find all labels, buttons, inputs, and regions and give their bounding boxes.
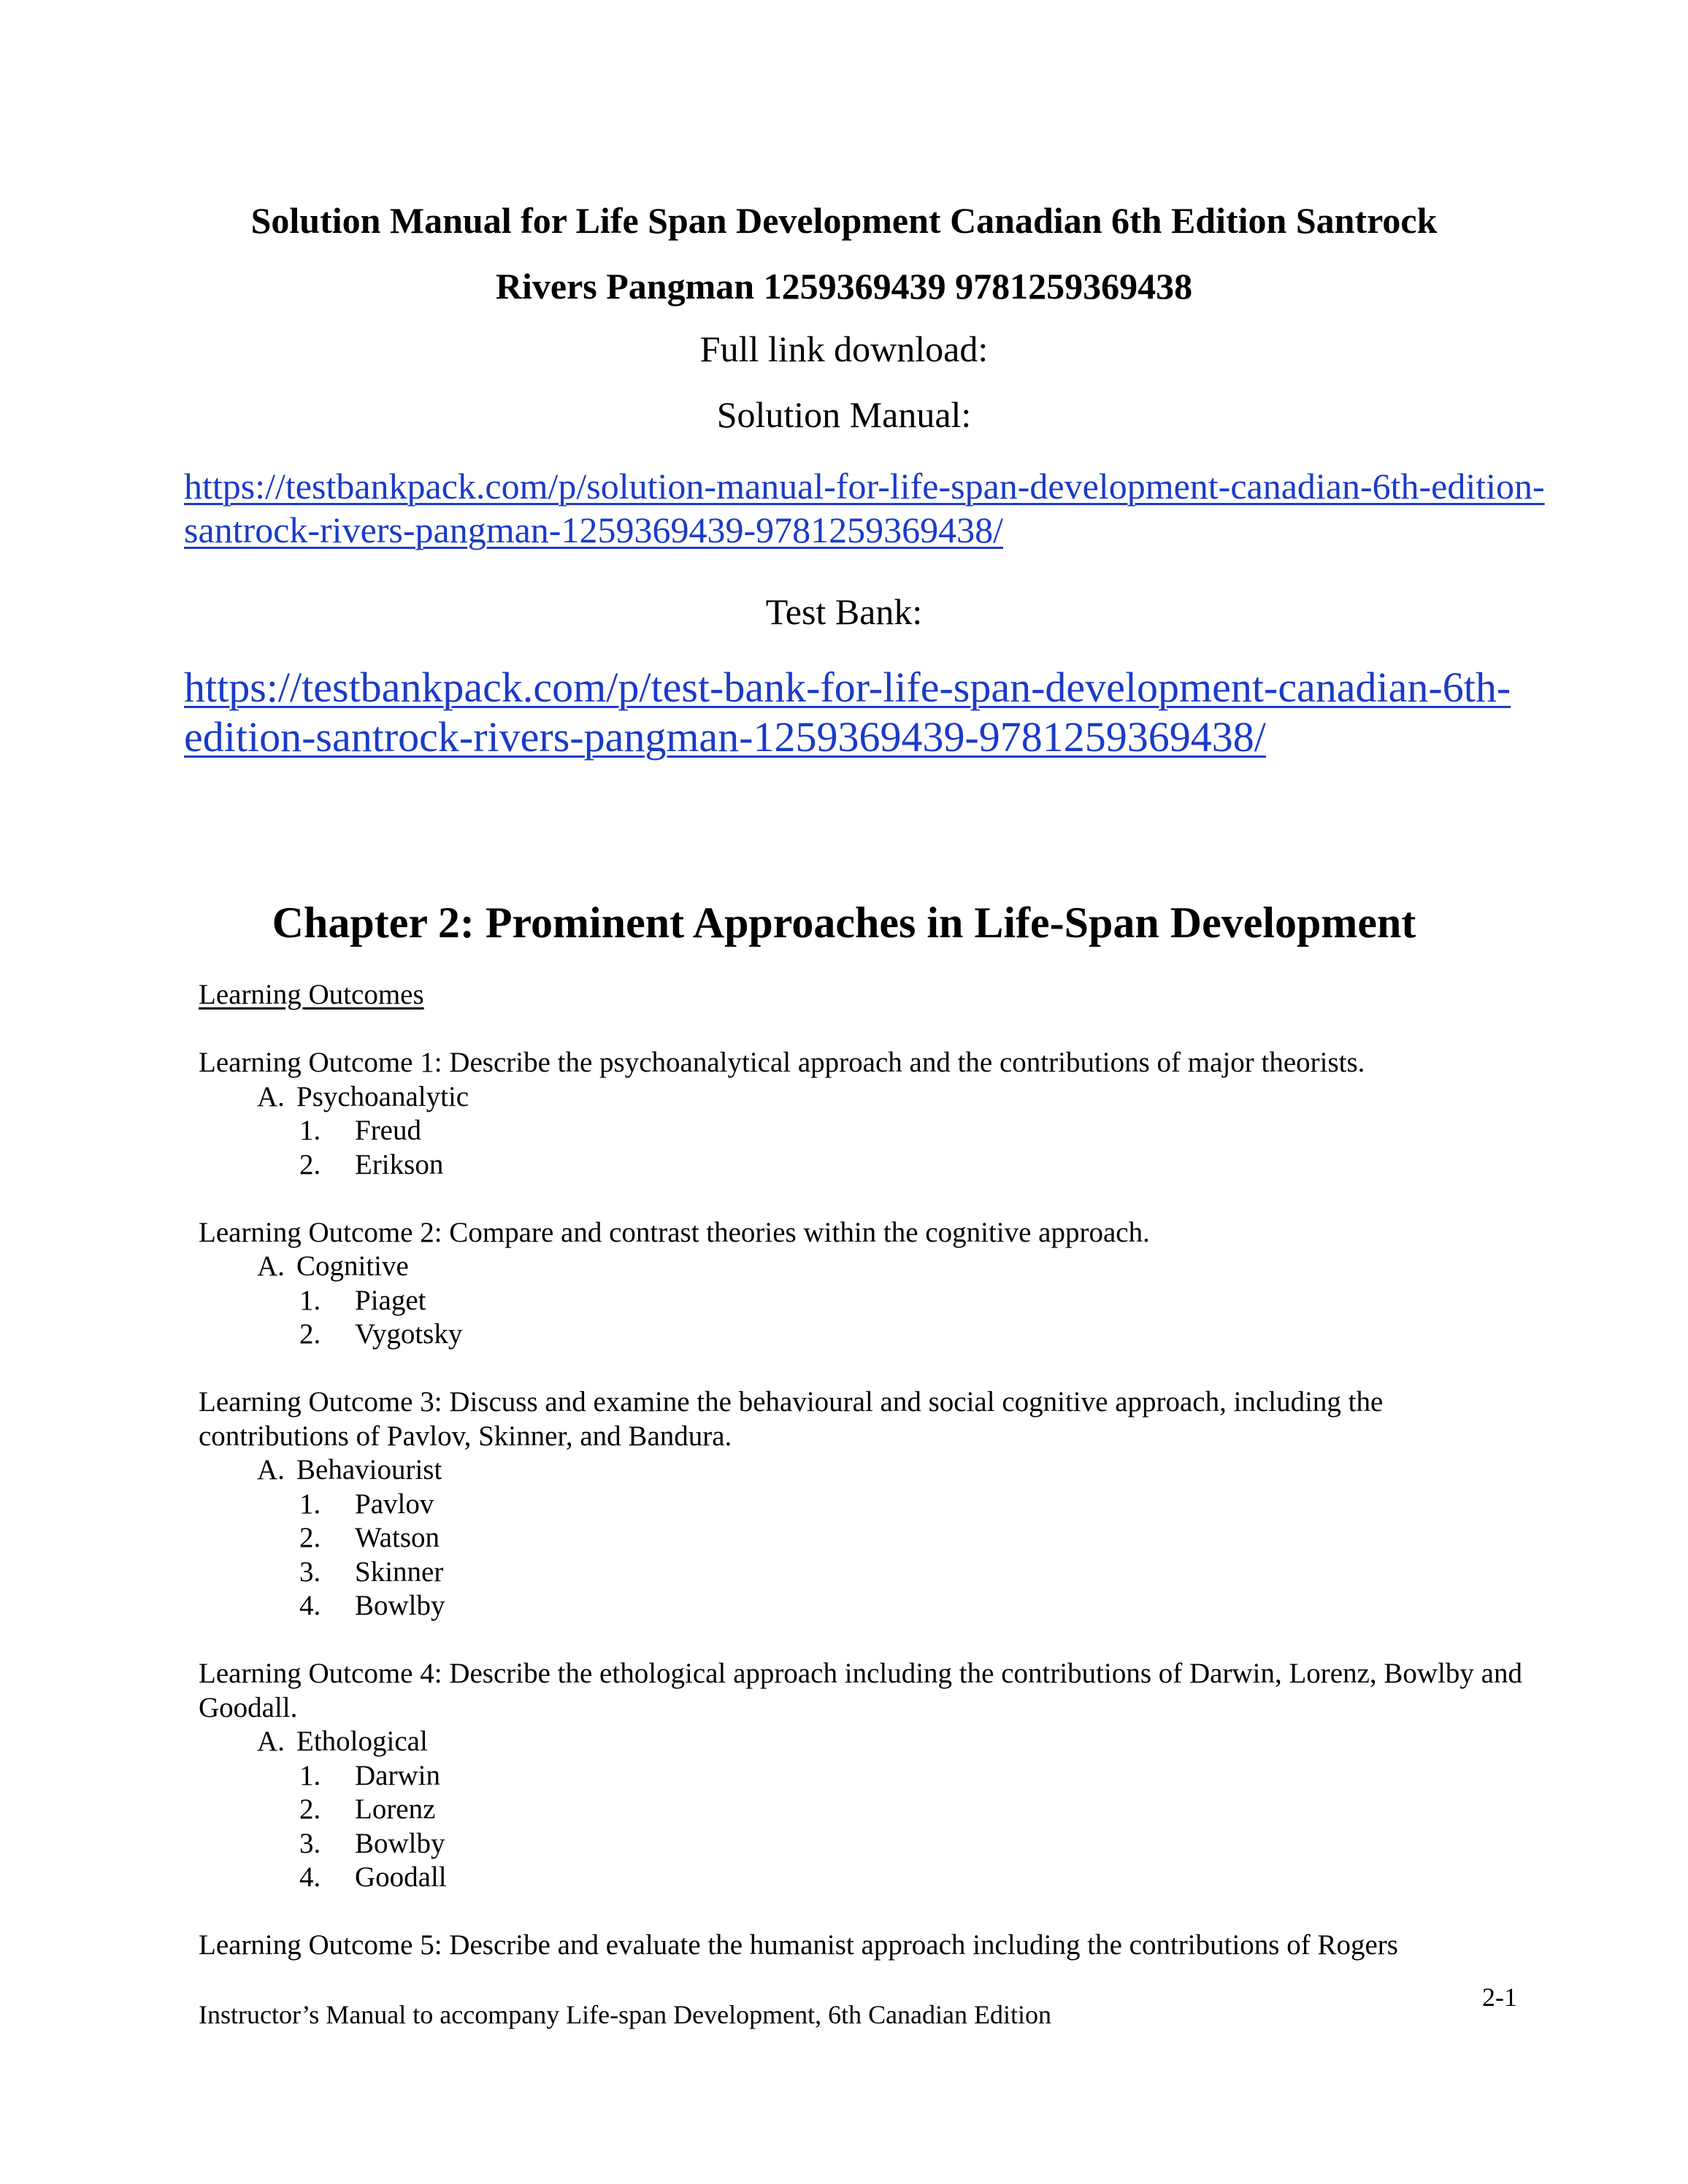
- list-item: [199, 1759, 1527, 1793]
- outcome-section: [199, 1250, 1527, 1284]
- list-item-number: 2.: [299, 1793, 321, 1825]
- section-title: Ethological: [296, 1726, 428, 1757]
- test-bank-label: Test Bank:: [765, 591, 923, 632]
- section-letter: A.: [257, 1250, 285, 1282]
- document-title-line-1: Solution Manual for Life Span Development Canadian 6th Edition Santrock: [250, 200, 1438, 241]
- outcome-section: [199, 1080, 1527, 1115]
- list-item-number: 1.: [299, 1759, 321, 1791]
- list-item-number: 3.: [299, 1827, 321, 1859]
- list-item-label: Freud: [355, 1115, 421, 1146]
- list-item-label: Piaget: [355, 1284, 426, 1316]
- list-item-label: Goodall: [355, 1861, 447, 1893]
- section-title: Cognitive: [296, 1250, 409, 1282]
- list-item-label: Vygotsky: [355, 1318, 463, 1350]
- document-title-line-2: Rivers Pangman 1259369439 9781259369438: [495, 266, 1193, 307]
- outcome-section: [199, 1725, 1527, 1759]
- list-item: [199, 1861, 1527, 1895]
- list-item-number: 4.: [299, 1590, 321, 1621]
- list-item-label: Bowlby: [355, 1827, 445, 1859]
- learning-outcome: [199, 1929, 1527, 1963]
- list-item-number: 3.: [299, 1556, 321, 1588]
- list-item-label: Bowlby: [355, 1590, 445, 1621]
- section-title: Psychoanalytic: [296, 1080, 469, 1112]
- learning-outcome-text: Learning Outcome 2: Compare and contrast theories within the cognitive approach.: [199, 1216, 1150, 1248]
- list-item: [199, 1488, 1527, 1522]
- outcome-section: [199, 1453, 1527, 1488]
- list-item: [199, 1589, 1527, 1623]
- list-item: [199, 1521, 1527, 1556]
- learning-outcome: [199, 1657, 1527, 1895]
- solution-manual-label: Solution Manual:: [716, 394, 972, 435]
- list-item: [199, 1284, 1527, 1318]
- list-item-number: 2.: [299, 1318, 321, 1350]
- section-letter: A.: [257, 1454, 285, 1485]
- page-number: 2-1: [1482, 1983, 1517, 2012]
- list-item: [199, 1318, 1527, 1352]
- learning-outcome: [199, 1385, 1527, 1623]
- list-item: [199, 1148, 1527, 1183]
- footer-text: Instructor’s Manual to accompany Life-span Development, 6th Canadian Edition: [199, 2000, 1052, 2029]
- list-item: [199, 1793, 1527, 1827]
- learning-outcomes-heading: Learning Outcomes: [199, 979, 424, 1010]
- section-title: Behaviourist: [296, 1454, 442, 1485]
- list-item-label: Skinner: [355, 1556, 444, 1588]
- learning-outcome-text: Learning Outcome 3: Discuss and examine the behavioural and social cognitive approach, including the contributions of Pavlov, Skinner, and Bandura.: [199, 1386, 1384, 1452]
- list-item-number: 1.: [299, 1488, 321, 1520]
- list-item-label: Erikson: [355, 1148, 444, 1180]
- list-item-label: Watson: [355, 1522, 440, 1553]
- learning-outcome: [199, 1216, 1527, 1352]
- list-item-number: 1.: [299, 1284, 321, 1316]
- list-item-number: 2.: [299, 1522, 321, 1553]
- learning-outcome: [199, 1046, 1527, 1182]
- learning-outcomes-section: [199, 978, 1527, 1996]
- learning-outcome-text: Learning Outcome 5: Describe and evaluate the humanist approach including the contributions of Rogers: [199, 1929, 1398, 1961]
- chapter-title: Chapter 2: Prominent Approaches in Life-Span Development: [272, 899, 1416, 947]
- section-letter: A.: [257, 1080, 285, 1112]
- list-item-number: 1.: [299, 1115, 321, 1146]
- test-bank-link[interactable]: https://testbankpack.com/p/test-bank-for-life-span-development-canadian-6th-edition-santrock-rivers-pangman-1259369439-9781259369438/: [184, 664, 1511, 761]
- section-letter: A.: [257, 1726, 285, 1757]
- solution-manual-link[interactable]: https://testbankpack.com/p/solution-manual-for-life-span-development-canadian-6th-edition-santrock-rivers-pangman-1259369439-9781259369438/: [184, 466, 1545, 550]
- list-item-label: Lorenz: [355, 1793, 436, 1825]
- full-link-label: Full link download:: [699, 328, 989, 369]
- list-item: [199, 1827, 1527, 1861]
- list-item-number: 2.: [299, 1148, 321, 1180]
- list-item-label: Pavlov: [355, 1488, 434, 1520]
- learning-outcome-text: Learning Outcome 1: Describe the psychoanalytical approach and the contributions of major theorists.: [199, 1047, 1365, 1078]
- list-item-label: Darwin: [355, 1759, 440, 1791]
- list-item-number: 4.: [299, 1861, 321, 1893]
- list-item: [199, 1556, 1527, 1590]
- learning-outcome-text: Learning Outcome 4: Describe the ethological approach including the contributions of Darwin, Lorenz, Bowlby and Goodall.: [199, 1658, 1522, 1723]
- list-item: [199, 1114, 1527, 1148]
